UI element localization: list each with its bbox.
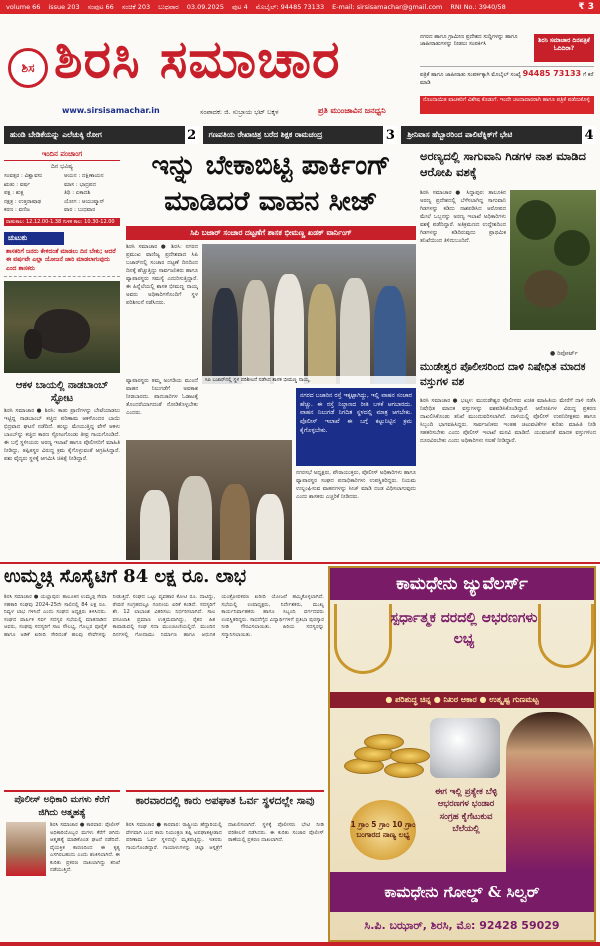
panchanga-subtitle: ದಿನ ಭವಿಷ್ಯ [51, 163, 73, 170]
newspaper-title: ಶಿರಸಿ ಸಮಾಚಾರ [54, 29, 341, 90]
police-story-headline[interactable]: ಪೊಲೀಸ್ ಅಧಿಕಾರಿ ಮಗಳು ಕೆರೆಗೆ ಜಿಗಿದು ಆತ್ಮಹತ್ಯೆ [4, 790, 120, 818]
cow-injury-photo [4, 281, 120, 373]
panchanga-row: ಋತು : ವರ್ಷ [4, 181, 30, 188]
panchanga-row: ಯೋಗ : ಆಯುಷ್ಮಾನ್ [64, 198, 105, 205]
victim-portrait-photo [6, 822, 46, 876]
panchanga-row: ವಾರ : ಬುಧವಾರ [64, 207, 96, 214]
photo-person [242, 280, 270, 384]
left-column [4, 150, 120, 560]
drug-raid-body: ಶಿರಸಿ ಸಮಾಚಾರ ● ಭಟ್ಕಳ: ಮುರುಡೇಶ್ವರ ಪೊಲೀಸರು ಖಚಿತ ಮಾಹಿತಿಯ ಮೇರೆಗೆ ದಾಳಿ ನಡೆಸಿ ನಿಷೇಧಿತ ಮಾದಕ ವಸ್ತುಗಳನ್ನು ವಶಪಡಿಸಿಕೊಂಡಿದ್ದಾರೆ. ಆರೋಪಿಗಳ ವಿರುದ್ಧ ಪ್ರಕರಣ ದಾಖಲಿಸಿಕೊಂಡು ತನಿಖೆ ಮುಂದುವರಿಸಲಾಗಿದೆ. ದಾಳಿಯಲ್ಲಿ ಪೊಲೀಸ್ ಉಪನಿರೀಕ್ಷಕರು ಹಾಗೂ ಸಿಬ್ಬಂದಿ ಭಾಗವಹಿಸಿದ್ದರು. ಸಾರ್ವಜನಿಕರು ಇಂತಹ ಚಟುವಟಿಕೆಗಳ ಕುರಿತು ಮಾಹಿತಿ ನೀಡಿ ಸಹಕರಿಸಬೇಕು ಎಂದು ಪೊಲೀಸ್ ಇಲಾಖೆ ಮನವಿ ಮಾಡಿದೆ. ಯುವಜನತೆ ಮಾದಕ ವಸ್ತುಗಳಿಂದ ದೂರವಿರಬೇಕು ಎಂದು ಅಧಿಕಾರಿಗಳು ಸಲಹೆ ನೀಡಿದ್ದಾರೆ. [420, 398, 596, 444]
photo-person [212, 288, 238, 384]
panchanga-row: ಸಂವತ್ಸರ : ವಿಶ್ವಾವಸು [4, 173, 43, 179]
pages-label: ಪುಟ 4 [231, 2, 248, 11]
rni-label: RNI No.: 3940/58 [450, 3, 506, 11]
masthead [0, 14, 600, 118]
subscribe-promo: ಶಿರಸಿ ಸಮಾಚಾರ ದಿನಪತ್ರಿಕೆ ಓದಿದಿರಾ? [534, 34, 594, 62]
society-profit-body: ಶಿರಸಿ ಸಮಾಚಾರ ● ಯಲ್ಲಾಪುರ: ತಾಲೂಕಿನ ಉಮ್ಮಚ್ಗಿ ಸೇವಾ ಸಹಕಾರಿ ಸಂಘವು 2024-25ನೇ ಸಾಲಿನಲ್ಲಿ 84 ಲಕ್ಷ ರೂ. ನಿವ್ವಳ ಲಾಭ ಗಳಿಸಿದೆ ಎಂದು ಸಂಘದ ಅಧ್ಯಕ್ಷರು ತಿಳಿಸಿದರು. ಸಂಘದ ವಾರ್ಷಿಕ ಸರ್ವ ಸದಸ್ಯರ ಸಭೆಯಲ್ಲಿ ಮಾತನಾಡಿದ ಅವರು, ಸಂಘವು ಸದಸ್ಯರಿಗೆ ಸಾಲ ಸೌಲಭ್ಯ, ಗೊಬ್ಬರ ಪೂರೈಕೆ ಹಾಗೂ ಅಡಿಕೆ ಖರೀದಿ ಸೇರಿದಂತೆ ಹಲವು ಸೇವೆಗಳನ್ನು ನೀಡುತ್ತಿದೆ. ಸಂಘದ ಒಟ್ಟು ವ್ಯವಹಾರ ಕೋಟಿ ರೂ. ದಾಟಿದ್ದು, ಠೇವಣಿ ಸಂಗ್ರಹದಲ್ಲೂ ಗಣನೀಯ ಏರಿಕೆ ಕಂಡಿದೆ. ಸದಸ್ಯರಿಗೆ ಶೇ. 12 ಲಾಭಾಂಶ ವಿತರಿಸಲು ನಿರ್ಧರಿಸಲಾಗಿದೆ. ಸಾಲ ವಸೂಲಾತಿ ಪ್ರಮಾಣ ಉತ್ತಮವಾಗಿದ್ದು, ರೈತರ ಹಿತ ಕಾಪಾಡುವಲ್ಲಿ ಸಂಘ ಸದಾ ಮುಂಚೂಣಿಯಲ್ಲಿದೆ. ಮುಂದಿನ ದಿನಗಳಲ್ಲಿ ಗೋದಾಮು ನಿರ್ಮಾಣ ಹಾಗೂ ಆಧುನಿಕ ಯಂತ್ರೋಪಕರಣ ಖರೀದಿ ಯೋಜನೆ ಹಮ್ಮಿಕೊಳ್ಳಲಾಗಿದೆ. ಸಭೆಯಲ್ಲಿ ಉಪಾಧ್ಯಕ್ಷರು, ನಿರ್ದೇಶಕರು, ಮುಖ್ಯ ಕಾರ್ಯನಿರ್ವಾಹಕರು ಹಾಗೂ ಸಿಬ್ಬಂದಿ ವರ್ಗದವರು ಉಪಸ್ಥಿತರಿದ್ದರು. ಸಾಧನೆಗೈದ ವಿದ್ಯಾರ್ಥಿಗಳಿಗೆ ಪ್ರತಿಭಾ ಪುರಸ್ಕಾರ ನೀಡಿ ಗೌರವಿಸಲಾಯಿತು. ಹಿರಿಯ ಸದಸ್ಯರನ್ನು ಸನ್ಮಾನಿಸಲಾಯಿತು. [4, 594, 324, 638]
teaser-strip [0, 126, 600, 144]
teaser-label: ಹುಂಡಿ ಬೇಡಿಕೆಯನ್ನು ಎಲೆಚುಕ್ಕಿ ರೋಗ [10, 130, 102, 139]
forest-story-body: ಶಿರಸಿ ಸಮಾಚಾರ ● ಸಿದ್ದಾಪುರ: ತಾಲೂಕಿನ ಅರಣ್ಯ ಪ್ರದೇಶದಲ್ಲಿ ಬೆಳೆಸಲಾಗಿದ್ದ ಸಾಗುವಾನಿ ಗಿಡಗಳನ್ನು ಕಡಿದು ನಾಶಪಡಿಸಿದ ಆರೋಪದ ಮೇಲೆ ಒಬ್ಬನನ್ನು ಅರಣ್ಯ ಇಲಾಖೆ ಅಧಿಕಾರಿಗಳು ವಶಕ್ಕೆ ಪಡೆದಿದ್ದಾರೆ. ಅತಿಕ್ರಮಣದ ಉದ್ದೇಶದಿಂದ ಗಿಡಗಳನ್ನು ಕಡಿದಿರುವುದು ಪ್ರಾಥಮಿಕ ತನಿಖೆಯಿಂದ ತಿಳಿದುಬಂದಿದೆ. [420, 190, 506, 244]
ad-brand-banner: ಕಾಮಧೇನು ಜ್ಯುವೆಲರ್ಸ್ [330, 568, 594, 600]
teaser-page-number: 3 [383, 126, 397, 144]
teaser-label: ಗಣಪತಿಯ ರೇಖಾಚಿತ್ರ ಬರೆದ ಶಿಕ್ಷಕ ರಾಮಚಂದ್ರ [208, 130, 323, 139]
tagline: ಪ್ರತಿ ಮುಂಜಾವಿನ ಜನಧ್ವನಿ [318, 106, 386, 115]
car-accident-body: ಶಿರಸಿ ಸಮಾಚಾರ ● ಕಾರವಾರ: ರಾಷ್ಟ್ರೀಯ ಹೆದ್ದಾರಿಯಲ್ಲಿ ವೇಗವಾಗಿ ಬಂದ ಕಾರು ನಿಯಂತ್ರಣ ತಪ್ಪಿ ಅಪಘಾತಕ್ಕೀಡಾದ ಪರಿಣಾಮ ಓರ್ವ ಸ್ಥಳದಲ್ಲೇ ಮೃತಪಟ್ಟಿದ್ದು, ಇತರರು ಗಾಯಗೊಂಡಿದ್ದಾರೆ. ಗಾಯಾಳುಗಳನ್ನು ಜಿಲ್ಲಾ ಆಸ್ಪತ್ರೆಗೆ ದಾಖಲಿಸಲಾಗಿದೆ. ಸ್ಥಳಕ್ಕೆ ಪೊಲೀಸರು ಭೇಟಿ ನೀಡಿ ಪರಿಶೀಲನೆ ನಡೆಸಿದರು. ಈ ಕುರಿತು ಸಂಚಾರ ಪೊಲೀಸ್ ಠಾಣೆಯಲ್ಲಿ ಪ್ರಕರಣ ದಾಖಲಾಗಿದೆ. [126, 822, 324, 851]
ad-contact: ಸಿ.ಪಿ. ಬಝಾರ್, ಶಿರಸಿ, ಮೊ: 92428 59029 [364, 919, 560, 932]
panchanga-title: ಇಂದಿನ ಪಂಚಾಂಗ [4, 150, 120, 161]
silver-ware-icon [430, 718, 500, 778]
photo-shape [24, 329, 42, 359]
drug-raid-headline[interactable]: ಮುಡೇಶ್ವರ ಪೊಲೀಸರಿಂದ ದಾಳಿ ನಿಷೇಧಿತ ಮಾದಕ ವಸ್ತುಗಳ ವಶ [420, 361, 586, 389]
left-story-headline[interactable]: ಆಕಳ ಬಾಯಲ್ಲಿ ನಾಡಬಾಂಬ್ ಸ್ಫೋಟ [15, 380, 109, 405]
price-label: ₹ 3 [578, 2, 594, 12]
photo-person [178, 476, 212, 560]
forest-photo [510, 190, 596, 330]
panchanga-grid [4, 173, 120, 215]
ad-feature-band: ● ಪರಿಶುದ್ಧ ಚಿನ್ನ ● ನಿಖರ ಆಕಾರ ● ಉತ್ಕೃಷ್ಟ ಗುಣಮಟ್ಟ [330, 692, 594, 708]
gold-coin-weights: 1 ಗ್ರಾಂ 5 ಗ್ರಾಂ 10 ಗ್ರಾಂ ಬಂಗಾರದ ನಾಣ್ಯ ಲಭ್ಯ [350, 800, 416, 860]
photo-shape [516, 200, 556, 240]
sankhye-label: ಸಂಚಿಕೆ 203 [121, 2, 151, 11]
main-headline[interactable]: ಇನ್ನು ಬೇಕಾಬಿಟ್ಟಿ ಪಾರ್ಕಿಂಗ್ ಮಾಡಿದರೆ ವಾಹನ ಸೀಜ್ [151, 150, 391, 218]
coin-icon [384, 762, 424, 778]
model-photo [506, 712, 594, 872]
bottom-border [0, 942, 600, 946]
police-story-body: ಶಿರಸಿ ಸಮಾಚಾರ ● ಕಾರವಾರ: ಪೊಲೀಸ್ ಅಧಿಕಾರಿಯೊಬ್ಬರ ಮಗಳು ಕೆರೆಗೆ ಜಿಗಿದು ಆತ್ಮಹತ್ಯೆ ಮಾಡಿಕೊಂಡ ಘಟನೆ ನಡೆದಿದೆ. ವೈಯಕ್ತಿಕ ಕಾರಣದಿಂದ ಈ ಕೃತ್ಯ ಎಸಗಿರಬಹುದು ಎಂದು ಶಂಕಿಸಲಾಗಿದೆ. ಈ ಕುರಿತು ಪ್ರಕರಣ ದಾಖಲಾಗಿದ್ದು ತನಿಖೆ ನಡೆಯುತ್ತಿದೆ. [50, 822, 120, 874]
forest-story-credit: ● ರಿಪೋರ್ಟ್ [550, 350, 578, 357]
teaser-page-number: 4 [582, 126, 596, 144]
teaser-page-4[interactable] [401, 126, 596, 144]
email-label: E-mail: sirsisamachar@gmail.com [332, 3, 443, 11]
section-divider [0, 562, 600, 564]
masthead-ads [420, 34, 594, 114]
left-story-body: ಶಿರಸಿ ಸಮಾಚಾರ ● ಶಿರಸಿ: ಕಾಡು ಪ್ರಾಣಿಗಳನ್ನು ಬೇಟೆಯಾಡಲು ಇಟ್ಟಿದ್ದ ನಾಡಬಾಂಬ್ ಕಚ್ಚಿದ ಪರಿಣಾಮ ಆಕಳೊಂದರ ಬಾಯಿ ಛಿದ್ರವಾದ ಘಟನೆ ನಡೆದಿದೆ. ಹುಲ್ಲು ಮೇಯುತ್ತಿದ್ದ ವೇಳೆ ಆಕಳು ಬಾಂಬ್‌ನ್ನು ಕಚ್ಚಿದ ಕಾರಣ ಸ್ಫೋಟಗೊಂಡು ತೀವ್ರ ಗಾಯಗೊಂಡಿದೆ. ಈ ಬಗ್ಗೆ ಸ್ಥಳೀಯರು ಅರಣ್ಯ ಇಲಾಖೆ ಹಾಗೂ ಪೊಲೀಸರಿಗೆ ಮಾಹಿತಿ ನೀಡಿದ್ದು, ತಪ್ಪಿತಸ್ಥರ ವಿರುದ್ಧ ಕ್ರಮ ಕೈಗೊಳ್ಳುವಂತೆ ಆಗ್ರಹಿಸಿದ್ದಾರೆ. ಪಶು ವೈದ್ಯರು ಸ್ಥಳಕ್ಕೆ ಆಗಮಿಸಿ ಚಿಕಿತ್ಸೆ ನೀಡಿದ್ದಾರೆ. [4, 408, 120, 462]
editor-credit: ಸಂಪಾದಕ: ಜಿ. ಸುಬ್ರಾಯ ಭಟ್ ಬಕ್ಕಳ [200, 108, 279, 116]
photo-person [340, 278, 370, 384]
newspaper-logo-icon [8, 48, 48, 88]
ad-brand-footer: ಕಾಮಧೇನು ಗೋಲ್ಡ್ & ಸಿಲ್ವರ್ [330, 872, 594, 912]
volume-label: volume 66 [6, 3, 41, 11]
issue-label: issue 203 [48, 3, 80, 11]
coin-icon [364, 734, 404, 750]
day-label: ಬುಧವಾರ [158, 2, 179, 11]
main-story-column-a: ಶಿರಸಿ ಸಮಾಚಾರ ● ಶಿರಸಿ: ನಗರದ ಪ್ರಮುಖ ವಾಣಿಜ್ಯ ಪ್ರದೇಶವಾದ ಸಿಪಿ ಬಜಾರ್‌ನಲ್ಲಿ ಸಂಚಾರ ದಟ್ಟಣೆ ದಿನದಿಂದ ದಿನಕ್ಕೆ ಹೆಚ್ಚುತ್ತಿದ್ದು ಸಾರ್ವಜನಿಕರು ಹಾಗೂ ವ್ಯಾಪಾರಸ್ಥರು ಸಮಸ್ಯೆ ಎದುರಿಸುತ್ತಿದ್ದಾರೆ. ಈ ಹಿನ್ನೆಲೆಯಲ್ಲಿ ಶಾಸಕ ಭೀಮಣ್ಣ ನಾಯ್ಕ ಅವರು ಅಧಿಕಾರಿಗಳೊಂದಿಗೆ ಸ್ಥಳ ಪರಿಶೀಲನೆ ನಡೆಸಿದರು. [126, 244, 198, 306]
website-link[interactable]: www.sirsisamachar.in [62, 106, 160, 115]
photo-shape [34, 309, 90, 353]
necklace-icon [538, 604, 594, 668]
contact-notice: ನಗರದ ಹಾಗೂ ಗ್ರಾಮೀಣ ಪ್ರದೇಶದ ಸುದ್ದಿಗಳನ್ನು ಹಾಗೂ ಜಾಹೀರಾತುಗಳನ್ನು ನೀಡಲು ಸಂಪರ್ಕಿಸಿ [420, 34, 518, 48]
brief-label: ಚುಟುಕು [4, 232, 64, 245]
teaser-page-2[interactable] [4, 126, 199, 144]
logo-text: ಶಿಸ [21, 60, 35, 75]
photo-person [274, 274, 304, 384]
panchanga-row: ಕರಣ : ವಣಿಜ [4, 207, 30, 214]
main-story-highlight: ನಗರದ ಬಜಾರಿನ ರಸ್ತೆ ಇಕ್ಕಟ್ಟಾಗಿದ್ದು, ಇಲ್ಲಿ ವಾಹನ ಸಂಚಾರ ಹೆಚ್ಚು. ಈ ರಸ್ತೆ ನಿಲ್ದಾಣದ ರೀತಿ ಬಳಕೆ ಆಗಬಾರದು. ವಾಹನ ನಿಲುಗಡೆ ನಿಗದಿತ ಸ್ಥಳದಲ್ಲಿ ಮಾತ್ರ ಆಗಬೇಕು. ಪೊಲೀಸ್ ಇಲಾಖೆ ಈ ಬಗ್ಗೆ ಕಟ್ಟುನಿಟ್ಟಿನ ಕ್ರಮ ಕೈಗೊಳ್ಳಬೇಕು. [296, 388, 416, 466]
teaser-page-number: 2 [185, 126, 199, 144]
photo-person [256, 494, 284, 560]
brief-text: ಶಾಸಕರಿಗೆ ಜನರು ಕೇಳಿದಂತೆ ಮಾಡಲು ದಿನ ಬೇಕು; ಆದರೆ ಈ ವರ್ಷವೇ ಎಲ್ಲಾ ಯೋಜನೆ ಜಾರಿ ಮಾಡಲಾಗುವುದು ಎಂದ ಶಾಸಕರು [4, 245, 120, 277]
coin-icon [390, 748, 430, 764]
photo-shape [524, 270, 568, 308]
gold-coins-icon [340, 718, 432, 788]
mla-inspection-photo [202, 244, 416, 384]
photo-person [140, 490, 170, 560]
society-profit-headline[interactable]: ಉಮ್ಮಚ್ಗಿ ಸೊಸೈಟಿಗೆ 84 ಲಕ್ಷ ರೂ. ಲಾಭ [4, 566, 247, 587]
jewellery-advertisement[interactable] [328, 566, 596, 942]
necklace-icon [334, 604, 392, 674]
mobile-label: ಮೊಬೈಲ್: 94485 73133 [255, 2, 325, 11]
main-subheadline: ಸಿಪಿ ಬಜಾರ್ ಸಂಚಾರ ದಟ್ಟಣೆಗೆ ಶಾಸಕ ಭೀಮಣ್ಣ ಖಡಕ್ ವಾರ್ನಿಂಗ್ [126, 226, 416, 240]
subscriber-offer: ನೊಂದಾಯಿತ ವಾಚಕರಿಗೆ ವಿಶೇಷ ಕೊಡುಗೆ. ಇಂದೇ ಚಂದಾದಾರರಾಗಿ ಹಾಗೂ ಪತ್ರಿಕೆ ಪಡೆದುಕೊಳ್ಳಿ [420, 96, 594, 114]
advertising-phone: 94485 73133 [522, 69, 582, 78]
main-story-column-b: ವ್ಯಾಪಾರಸ್ಥರು ತಮ್ಮ ಅಂಗಡಿಯ ಮುಂದೆ ವಾಹನ ನಿಲುಗಡೆಗೆ ಅವಕಾಶ ನೀಡಬಾರದು. ಪಾದಚಾರಿಗಳ ಓಡಾಟಕ್ಕೆ ತೊಂದರೆಯಾಗದಂತೆ ನೋಡಿಕೊಳ್ಳಬೇಕು ಎಂದರು. [126, 378, 198, 416]
advertising-notice-text: ಪತ್ರಿಕೆ ಹಾಗೂ ಜಾಹೀರಾತು ಸಂಪರ್ಕಕ್ಕಾಗಿ ಮೊಬೈಲ್ ಸಂಖ್ಯೆ [420, 72, 521, 78]
sanchike-label: ಸಂಪುಟ 66 [87, 2, 114, 11]
panchanga-row: ಮಾಸ : ಭಾದ್ರಪದ [64, 181, 97, 188]
date-label: 03.09.2025 [186, 3, 224, 11]
office-meeting-photo [126, 440, 292, 560]
photo-person [374, 286, 406, 384]
ad-silver-offer: ಈಗ ಇಲ್ಲಿ ಪ್ರತ್ಯೇಕ ಬೆಳ್ಳಿ ಆಭರಣಗಳ ಭಂಡಾರ ಸಂಗ್ರಹ ಕೈಗೆಟುಕುವ ಬೆಲೆಯಲ್ಲಿ [434, 787, 498, 834]
teaser-label: ಶ್ರೀನಿವಾಸ ಹೆಬ್ಬಾರರಿಂದ ಪಾಲಿಟೆಕ್ನಿಕ್‌ಗೆ ಭೇಟಿ [407, 130, 513, 139]
advertising-notice-tail: ಗೆ ಕರೆ ಮಾಡಿ [420, 72, 594, 86]
issue-info-strip [0, 0, 600, 14]
panchanga-row: ನಕ್ಷತ್ರ : ಉತ್ತರಾಷಾಢ [4, 198, 42, 205]
panchanga-row: ತಿಥಿ : ಏಕಾದಶಿ [64, 190, 91, 197]
main-story-column-c: ನಗರಸಭೆ ಅಧ್ಯಕ್ಷರು, ಪೌರಾಯುಕ್ತರು, ಪೊಲೀಸ್ ಅಧಿಕಾರಿಗಳು ಹಾಗೂ ವ್ಯಾಪಾರಸ್ಥರ ಸಂಘದ ಪದಾಧಿಕಾರಿಗಳು ಉಪಸ್ಥಿತರಿದ್ದರು. ನಿಯಮ ಉಲ್ಲಂಘಿಸುವ ವಾಹನಗಳನ್ನು ಸೀಜ್ ಮಾಡಿ ದಂಡ ವಿಧಿಸಲಾಗುವುದು ಎಂದು ಶಾಸಕರು ಎಚ್ಚರಿಕೆ ನೀಡಿದರು. [296, 470, 416, 500]
car-accident-headline[interactable]: ಕಾರವಾರದಲ್ಲಿ ಕಾರು ಅಪಘಾತ ಓರ್ವ ಸ್ಥಳದಲ್ಲೇ ಸಾವು [126, 790, 324, 818]
photo-caption: ಸಿಪಿ ಬಜಾರ್‌ನಲ್ಲಿ ಸ್ಥಳ ಪರಿಶೀಲನೆ ನಡೆಸಿದ ಶಾಸಕ ಭೀಮಣ್ಣ ನಾಯ್ಕ. [202, 376, 416, 384]
advertising-notice [420, 66, 594, 92]
photo-shape [554, 230, 590, 266]
teaser-page-3[interactable] [203, 126, 398, 144]
photo-person [308, 284, 336, 384]
photo-person [220, 484, 250, 560]
forest-story-headline[interactable]: ಅರಣ್ಯದಲ್ಲಿ ಸಾಗುವಾನಿ ಗಿಡಗಳ ನಾಶ ಮಾಡಿದ ಆರೋಪಿ ವಶಕ್ಕೆ [420, 149, 586, 180]
ad-promo-text: ಸ್ಪರ್ಧಾತ್ಮಕ ದರದಲ್ಲಿ ಆಭರಣಗಳು ಲಭ್ಯ [390, 610, 538, 647]
panchanga-row: ಆಯನ : ದಕ್ಷಿಣಾಯನ [64, 173, 104, 179]
rahukala-band: ರಾಹುಕಾಲ: 12.12.00-1.38 ಗುಳಿಕ ಕಾಲ: 10.30-12.00 [4, 218, 120, 226]
panchanga-row: ಪಕ್ಷ : ಶುಕ್ಲ [4, 190, 24, 197]
